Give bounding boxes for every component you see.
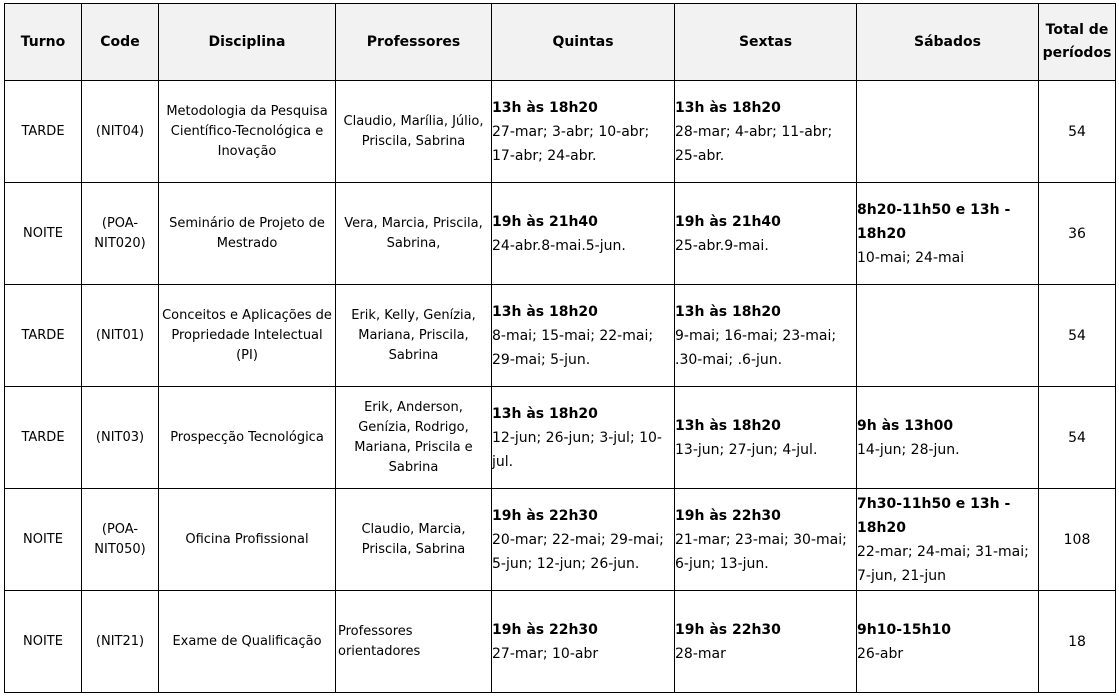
table-row: [5, 285, 1116, 387]
cell-total: 54: [1039, 285, 1116, 387]
header-total: Total de períodos: [1039, 4, 1116, 81]
sextas-dates: 21-mar; 23-mai; 30-mai; 6-jun; 13-jun.: [675, 531, 847, 572]
cell-professores: Claudio, Marília, Júlio, Priscila, Sabrina: [336, 81, 492, 183]
table-row: [5, 183, 1116, 285]
quintas-time: 19h às 21h40: [492, 213, 598, 230]
quintas-time: 13h às 18h20: [492, 303, 598, 320]
cell-code: (NIT03): [82, 387, 159, 489]
sabados-time: 9h10-15h10: [857, 621, 951, 638]
cell-disciplina: Metodologia da Pesquisa Científico-Tecnológica e Inovação: [159, 81, 336, 183]
cell-sabados: [857, 489, 1039, 591]
header-professores: Professores: [336, 4, 492, 81]
sextas-dates: 9-mai; 16-mai; 23-mai; .30-mai; .6-jun.: [675, 327, 837, 368]
quintas-dates: 27-mar; 10-abr: [492, 645, 599, 662]
cell-quintas: [492, 387, 675, 489]
quintas-dates: 12-jun; 26-jun; 3-jul; 10-jul.: [492, 429, 662, 470]
quintas-time: 13h às 18h20: [492, 99, 598, 116]
quintas-dates: 8-mai; 15-mai; 22-mai; 29-mai; 5-jun.: [492, 327, 654, 368]
sextas-dates: 28-mar: [675, 645, 726, 662]
quintas-dates: 20-mar; 22-mai; 29-mai; 5-jun; 12-jun; 26-jun.: [492, 531, 664, 572]
sextas-time: 13h às 18h20: [675, 303, 781, 320]
cell-sextas: [675, 387, 857, 489]
cell-quintas: [492, 489, 675, 591]
cell-turno: NOITE: [5, 489, 82, 591]
sextas-time: 13h às 18h20: [675, 417, 781, 434]
header-sabados: Sábados: [857, 4, 1039, 81]
cell-total: 18: [1039, 591, 1116, 693]
cell-total: 54: [1039, 387, 1116, 489]
sabados-dates: 22-mar; 24-mai; 31-mai; 7-jun, 21-jun: [857, 543, 1029, 584]
cell-quintas: [492, 81, 675, 183]
sextas-time: 19h às 22h30: [675, 621, 781, 638]
cell-professores: Erik, Anderson, Genízia, Rodrigo, Mariana, Priscila e Sabrina: [336, 387, 492, 489]
cell-sextas: [675, 489, 857, 591]
table-row: [5, 81, 1116, 183]
cell-professores: Vera, Marcia, Priscila, Sabrina,: [336, 183, 492, 285]
cell-quintas: [492, 285, 675, 387]
sabados-time: 8h20-11h50 e 13h - 18h20: [857, 201, 1011, 242]
cell-sabados: [857, 591, 1039, 693]
header-quintas: Quintas: [492, 4, 675, 81]
sextas-dates: 28-mar; 4-abr; 11-abr; 25-abr.: [675, 123, 833, 164]
table-row: [5, 387, 1116, 489]
cell-turno: NOITE: [5, 591, 82, 693]
cell-sabados: [857, 387, 1039, 489]
cell-sextas: [675, 183, 857, 285]
cell-quintas: [492, 591, 675, 693]
quintas-time: 19h às 22h30: [492, 621, 598, 638]
table-row: [5, 591, 1116, 693]
quintas-dates: 27-mar; 3-abr; 10-abr; 17-abr; 24-abr.: [492, 123, 650, 164]
schedule-table: [4, 3, 1116, 693]
header-row: [5, 4, 1116, 81]
cell-code: (NIT04): [82, 81, 159, 183]
header-code: Code: [82, 4, 159, 81]
sextas-dates: 13-jun; 27-jun; 4-jul.: [675, 441, 818, 458]
sextas-time: 13h às 18h20: [675, 99, 781, 116]
sextas-time: 19h às 21h40: [675, 213, 781, 230]
cell-professores: Claudio, Marcia, Priscila, Sabrina: [336, 489, 492, 591]
table-row: [5, 489, 1116, 591]
sabados-time: 7h30-11h50 e 13h - 18h20: [857, 495, 1011, 536]
quintas-time: 19h às 22h30: [492, 507, 598, 524]
cell-code: (POA-NIT020): [82, 183, 159, 285]
cell-code: (POA-NIT050): [82, 489, 159, 591]
cell-turno: TARDE: [5, 285, 82, 387]
cell-code: (NIT21): [82, 591, 159, 693]
cell-sabados: [857, 285, 1039, 387]
cell-sabados: [857, 183, 1039, 285]
cell-disciplina: Oficina Profissional: [159, 489, 336, 591]
cell-sextas: [675, 285, 857, 387]
sabados-dates: 14-jun; 28-jun.: [857, 441, 960, 458]
cell-total: 54: [1039, 81, 1116, 183]
cell-sextas: [675, 591, 857, 693]
cell-professores: Erik, Kelly, Genízia, Mariana, Priscila, Sabrina: [336, 285, 492, 387]
cell-total: 36: [1039, 183, 1116, 285]
cell-sabados: [857, 81, 1039, 183]
cell-turno: TARDE: [5, 81, 82, 183]
cell-sextas: [675, 81, 857, 183]
sextas-time: 19h às 22h30: [675, 507, 781, 524]
sabados-time: 9h às 13h00: [857, 417, 954, 434]
cell-disciplina: Seminário de Projeto de Mestrado: [159, 183, 336, 285]
cell-disciplina: Conceitos e Aplicações de Propriedade Intelectual (PI): [159, 285, 336, 387]
cell-quintas: [492, 183, 675, 285]
sextas-dates: 25-abr.9-mai.: [675, 237, 769, 254]
header-disciplina: Disciplina: [159, 4, 336, 81]
header-turno: Turno: [5, 4, 82, 81]
sabados-dates: 10-mai; 24-mai: [857, 249, 965, 266]
quintas-dates: 24-abr.8-mai.5-jun.: [492, 237, 626, 254]
quintas-time: 13h às 18h20: [492, 405, 598, 422]
cell-disciplina: Exame de Qualificação: [159, 591, 336, 693]
cell-disciplina: Prospecção Tecnológica: [159, 387, 336, 489]
cell-professores: Professores orientadores: [336, 591, 492, 693]
header-sextas: Sextas: [675, 4, 857, 81]
cell-turno: NOITE: [5, 183, 82, 285]
sabados-dates: 26-abr: [857, 645, 904, 662]
cell-turno: TARDE: [5, 387, 82, 489]
cell-code: (NIT01): [82, 285, 159, 387]
cell-total: 108: [1039, 489, 1116, 591]
